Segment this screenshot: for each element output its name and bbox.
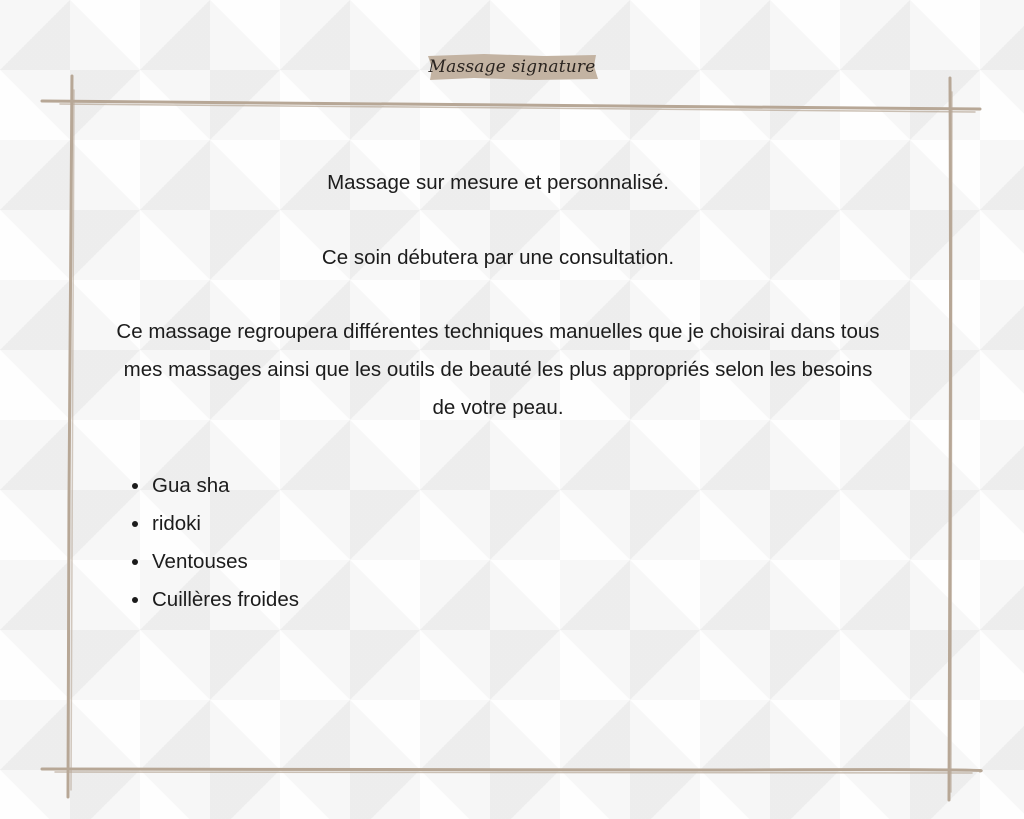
title-tag [424, 52, 600, 82]
frame-right-line-2 [951, 92, 952, 792]
list-item-label: ridoki [152, 512, 201, 535]
page-title: Massage signature [428, 57, 596, 77]
list-item [130, 581, 299, 619]
list-item [130, 543, 299, 581]
frame-bottom-line [42, 769, 981, 771]
bullet-icon [132, 483, 138, 489]
bullet-icon [132, 559, 138, 565]
list-item-label: Cuillères froides [152, 588, 299, 611]
tools-list [130, 467, 299, 619]
frame-right-line [949, 78, 951, 800]
paragraph-techniques: Ce massage regroupera différentes techniques manuelles que je choisirai dans tous mes massages ainsi que les outils de beauté les plus appropriés selon les besoins de votre peau. [116, 320, 880, 419]
list-item-label: Gua sha [152, 474, 230, 497]
list-item-label: Ventouses [152, 550, 248, 573]
paragraph-intro: Massage sur mesure et personnalisé. [327, 171, 669, 194]
list-item [130, 505, 299, 543]
bullet-icon [132, 521, 138, 527]
list-item [130, 467, 299, 505]
paragraph-consultation: Ce soin débutera par une consultation. [321, 246, 675, 269]
bullet-icon [132, 597, 138, 603]
frame-bottom-line-2 [55, 772, 972, 773]
